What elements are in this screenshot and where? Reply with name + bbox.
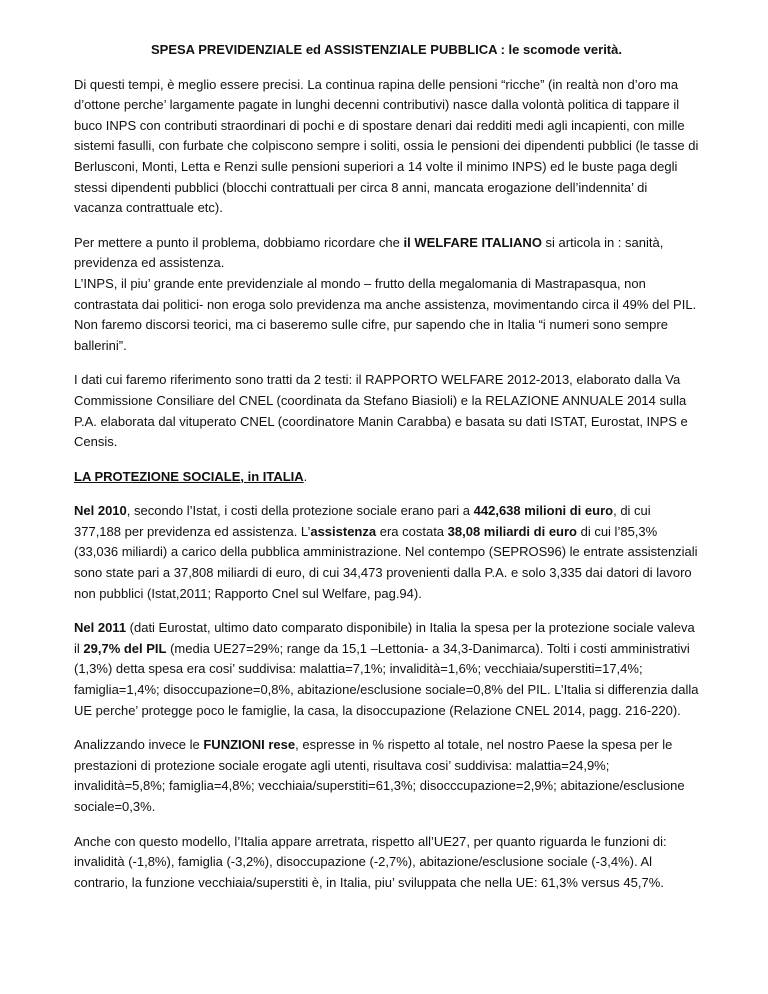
document-title: SPESA PREVIDENZIALE ed ASSISTENZIALE PUBBLICA : le scomode verità.: [151, 42, 622, 57]
paragraph-text: , secondo l’Istat, i costi della protezione sociale erano pari a: [126, 503, 474, 519]
document-page: [74, 40, 699, 907]
section-heading: [74, 467, 699, 488]
paragraph-text: era costata: [376, 523, 448, 539]
paragraph: [74, 233, 699, 357]
paragraph: [74, 832, 699, 894]
section-heading-suffix: .: [303, 468, 308, 484]
paragraph: [74, 75, 699, 219]
paragraph-text: Di questi tempi, è meglio essere precisi. La continua rapina delle pensioni “ricche” (in realtà non d’oro ma d’ottone perche’ largamente pagate in lunghi decenni contributivi) nasce dalla volontà politica di tappare il buco INPS con contributi straordinari di pochi e di spostare denari dai redditi medi agli incapienti, con mille sistemi fasulli, con furbate che colpiscono sempre i soliti, ossia le pensioni dei dipendenti pubblici (le tasse di Berlusconi, Monti, Letta e Renzi sulle pensioni superiori a 14 volte il minimo INPS) ed le buste paga degli stessi dipendenti pubblici (blocchi contrattuali per circa 8 anni, mancata erogazione dell’indennita’ di vacanza contrattuale etc).: [74, 76, 699, 216]
paragraph-text: Anche con questo modello, l’Italia appare arretrata, rispetto all’UE27, per quanto riguarda le funzioni di: invalidità (-1,8%), famiglia (-3,2%), disoccupazione (-2,7%), abitazione/esclusione sociale (-3,4%). Al contrario, la funzione vecchiaia/superstiti è, in Italia, piu’ sviluppata che nella UE: 61,3% versus 45,7%.: [74, 833, 667, 890]
paragraph-text: I dati cui faremo riferimento sono tratti da 2 testi: il RAPPORTO WELFARE 2012-2013, elaborato dalla Va Commissione Consiliare del CNEL (coordinata da Stefano Biasioli) e la RELAZIONE ANNUALE 2014 sulla P.A. elaborata dal vituperato CNEL (coordinatore Manin Carabba) e basata su dati ISTAT, Eurostat, INPS e Censis.: [74, 372, 688, 450]
paragraph-text: (media UE27=29%; range da 15,1 –Lettonia- a 34,3-Danimarca). Tolti i costi amministrativi (1,3%) detta spesa era cosi’ suddivisa: malattia=7,1%; invalidità=1,6%; vecchiaia/superstiti=17,4%; famiglia=1,4%; disoccupazione=0,8%, abitazione/esclusione sociale=0,8% del PIL. L’Italia si differenzia dalla UE perche’ protegge poco le famiglie, la casa, la disoccupazione (Relazione CNEL 2014, pagg. 216-220).: [74, 640, 699, 718]
paragraph: [74, 370, 699, 452]
section-body: [74, 501, 699, 893]
paragraph: [74, 735, 699, 817]
bold-text: il WELFARE ITALIANO: [403, 234, 542, 250]
paragraph-text: L’INPS, il piu’ grande ente previdenziale al mondo – frutto della megalomania di Mastrapasqua, non contrastata dai politici- non eroga solo previdenza ma anche assistenza, movimentando circa il 49% del PIL. Non faremo discorsi teorici, ma ci baseremo sulle cifre, pur sapendo che in Italia “i numeri sono sempre ballerini”.: [74, 275, 697, 353]
paragraph-text: (dati Eurostat, ultimo dato comparato disponibile) in Italia la spesa per la protezione sociale valeva il: [74, 620, 695, 656]
paragraph: [74, 501, 699, 604]
paragraph-text: Analizzando invece le: [74, 737, 204, 753]
paragraph-text: , di cui 377,188 per previdenza ed assistenza. L’: [74, 503, 651, 539]
intro-section: [74, 75, 699, 453]
bold-text: Nel 2010: [74, 503, 127, 519]
bold-text: assistenza: [310, 523, 377, 539]
bold-text: 442,638 milioni di euro: [473, 503, 614, 519]
paragraph: [74, 618, 699, 721]
bold-text: Nel 2011: [74, 620, 127, 636]
bold-text: FUNZIONI rese: [203, 737, 296, 753]
bold-text: 38,08 miliardi di euro: [447, 523, 577, 539]
paragraph-text: , espresse in % rispetto al totale, nel nostro Paese la spesa per le prestazioni di protezione sociale erogate agli utenti, risultava cosi’ suddivisa: malattia=24,9%; invalidità=5,8%; famiglia=4,8%; vecchiaia/superstiti=61,3%; disocccupazione=2,9%; abitazione/esclusione sociale=0,3%.: [74, 737, 685, 814]
paragraph-text: di cui l’85,3% (33,036 miliardi) a carico della pubblica amministrazione. Nel contempo (SEPROS96) le entrate assistenziali sono state pari a 37,808 miliardi di euro, di cui 34,473 provenienti dalla P.A. e solo 3,335 dai datori di lavoro non pubblici (Istat,2011; Rapporto Cnel sul Welfare, pag.94).: [74, 523, 698, 601]
paragraph-text: Per mettere a punto il problema, dobbiamo ricordare che: [74, 234, 404, 250]
paragraph-text: si articola in : sanità, previdenza ed assistenza.: [74, 234, 664, 271]
section-heading-text: LA PROTEZIONE SOCIALE, in ITALIA: [74, 468, 304, 484]
bold-text: 29,7% del PIL: [83, 640, 167, 656]
